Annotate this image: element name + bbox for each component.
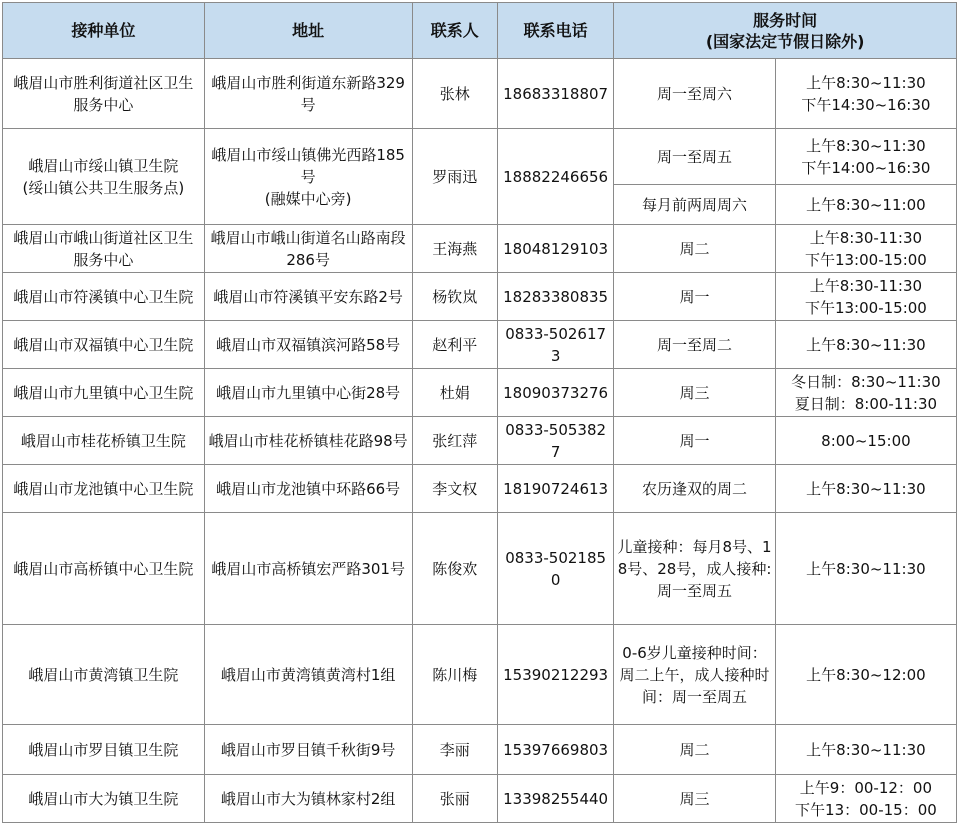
address-cell: 峨眉山市罗目镇千秋街9号 (204, 725, 412, 775)
phone-cell: 15390212293 (497, 625, 613, 725)
org-line: (绥山镇公共卫生服务点) (22, 178, 185, 197)
days-cell: 周一至周六 (614, 59, 776, 129)
hours-cell (775, 369, 956, 417)
days-cell: 周一 (614, 273, 776, 321)
org-cell: 峨眉山市双福镇中心卫生院 (3, 321, 205, 369)
table-row (3, 513, 957, 625)
hours-line: 冬日制：8:30~11:30 (791, 372, 941, 391)
phone-cell: 18283380835 (497, 273, 613, 321)
days-cell: 周一至周二 (614, 321, 776, 369)
address-cell: 峨眉山市桂花桥镇桂花路98号 (204, 417, 412, 465)
contact-cell: 杨钦岚 (412, 273, 497, 321)
table-row (3, 321, 957, 369)
org-cell: 峨眉山市峨山街道社区卫生服务中心 (3, 225, 205, 273)
address-cell: 峨眉山市高桥镇宏严路301号 (204, 513, 412, 625)
days-cell: 0-6岁儿童接种时间：周二上午，成人接种时间：周一至周五 (614, 625, 776, 725)
hours-line: 下午14:00~16:30 (801, 158, 931, 177)
phone-cell: 0833-5026173 (497, 321, 613, 369)
phone-cell: 18048129103 (497, 225, 613, 273)
table-row (3, 369, 957, 417)
address-cell (204, 129, 412, 225)
address-line: (融媒中心旁) (264, 189, 352, 208)
address-cell: 峨眉山市双福镇滨河路58号 (204, 321, 412, 369)
org-cell: 峨眉山市罗目镇卫生院 (3, 725, 205, 775)
contact-cell: 杜娟 (412, 369, 497, 417)
hours-cell: 上午8:30~11:00 (775, 185, 956, 225)
hours-cell: 上午8:30~11:30 (775, 321, 956, 369)
table-row (3, 625, 957, 725)
hours-cell (775, 225, 956, 273)
org-cell: 峨眉山市符溪镇中心卫生院 (3, 273, 205, 321)
address-cell: 峨眉山市大为镇林家村2组 (204, 775, 412, 823)
contact-cell: 陈川梅 (412, 625, 497, 725)
hours-cell (775, 129, 956, 185)
hours-line: 下午14:30~16:30 (801, 95, 931, 114)
days-cell: 周一至周五 (614, 129, 776, 185)
header-service-time (614, 3, 957, 59)
contact-cell: 张红萍 (412, 417, 497, 465)
org-cell: 峨眉山市高桥镇中心卫生院 (3, 513, 205, 625)
days-cell: 每月前两周周六 (614, 185, 776, 225)
org-cell: 峨眉山市黄湾镇卫生院 (3, 625, 205, 725)
address-cell: 峨眉山市龙池镇中环路66号 (204, 465, 412, 513)
hours-line: 夏日制：8:00-11:30 (794, 394, 938, 413)
days-cell: 儿童接种：每月8号、18号、28号，成人接种:周一至周五 (614, 513, 776, 625)
header-address: 地址 (204, 3, 412, 59)
table-row (3, 273, 957, 321)
phone-cell: 13398255440 (497, 775, 613, 823)
hours-cell (775, 775, 956, 823)
hours-cell (775, 59, 956, 129)
phone-cell: 18090373276 (497, 369, 613, 417)
hours-line: 上午8:30~11:30 (806, 136, 926, 155)
contact-cell: 王海燕 (412, 225, 497, 273)
hours-cell (775, 273, 956, 321)
header-service-time-note: (国家法定节假日除外) (705, 31, 865, 51)
table-row (3, 725, 957, 775)
contact-cell: 张林 (412, 59, 497, 129)
table-row (3, 417, 957, 465)
org-cell (3, 129, 205, 225)
contact-cell: 张丽 (412, 775, 497, 823)
address-cell: 峨眉山市峨山街道名山路南段286号 (204, 225, 412, 273)
org-cell: 峨眉山市龙池镇中心卫生院 (3, 465, 205, 513)
phone-cell: 15397669803 (497, 725, 613, 775)
hours-line: 下午13：00-15：00 (795, 800, 937, 819)
table-row (3, 129, 957, 185)
org-cell: 峨眉山市胜利街道社区卫生服务中心 (3, 59, 205, 129)
table-row (3, 59, 957, 129)
hours-line: 上午8:30-11:30 (809, 276, 923, 295)
contact-cell: 陈俊欢 (412, 513, 497, 625)
phone-cell: 18190724613 (497, 465, 613, 513)
org-cell: 峨眉山市大为镇卫生院 (3, 775, 205, 823)
table-row (3, 775, 957, 823)
org-cell: 峨眉山市桂花桥镇卫生院 (3, 417, 205, 465)
table-row (3, 225, 957, 273)
contact-cell: 赵利平 (412, 321, 497, 369)
header-row (3, 3, 957, 59)
header-service-time-label: 服务时间 (753, 10, 818, 30)
address-line: 峨眉山市绥山镇佛光西路185号 (211, 145, 405, 186)
days-cell: 周二 (614, 225, 776, 273)
days-cell: 周一 (614, 417, 776, 465)
hours-line: 上午9：00-12：00 (799, 778, 933, 797)
hours-cell: 上午8:30~11:30 (775, 725, 956, 775)
hours-line: 下午13:00-15:00 (804, 250, 927, 269)
hours-line: 上午8:30~11:30 (806, 73, 926, 92)
days-cell: 农历逢双的周二 (614, 465, 776, 513)
contact-cell: 李文权 (412, 465, 497, 513)
hours-cell: 上午8:30~11:30 (775, 465, 956, 513)
address-cell: 峨眉山市黄湾镇黄湾村1组 (204, 625, 412, 725)
address-cell: 峨眉山市九里镇中心街28号 (204, 369, 412, 417)
days-cell: 周三 (614, 369, 776, 417)
hours-line: 下午13:00-15:00 (804, 298, 927, 317)
hours-cell: 上午8:30~11:30 (775, 513, 956, 625)
hours-cell: 上午8:30~12:00 (775, 625, 956, 725)
vaccination-sites-table (2, 2, 957, 823)
phone-cell: 0833-5053827 (497, 417, 613, 465)
phone-cell: 18882246656 (497, 129, 613, 225)
days-cell: 周二 (614, 725, 776, 775)
org-cell: 峨眉山市九里镇中心卫生院 (3, 369, 205, 417)
header-phone: 联系电话 (497, 3, 613, 59)
contact-cell: 罗雨迅 (412, 129, 497, 225)
contact-cell: 李丽 (412, 725, 497, 775)
hours-line: 上午8:30-11:30 (809, 228, 923, 247)
header-contact: 联系人 (412, 3, 497, 59)
hours-cell: 8:00~15:00 (775, 417, 956, 465)
address-cell: 峨眉山市胜利街道东新路329号 (204, 59, 412, 129)
org-line: 峨眉山市绥山镇卫生院 (28, 156, 179, 175)
days-cell: 周三 (614, 775, 776, 823)
phone-cell: 18683318807 (497, 59, 613, 129)
header-org: 接种单位 (3, 3, 205, 59)
phone-cell: 0833-5021850 (497, 513, 613, 625)
address-cell: 峨眉山市符溪镇平安东路2号 (204, 273, 412, 321)
table-row (3, 465, 957, 513)
